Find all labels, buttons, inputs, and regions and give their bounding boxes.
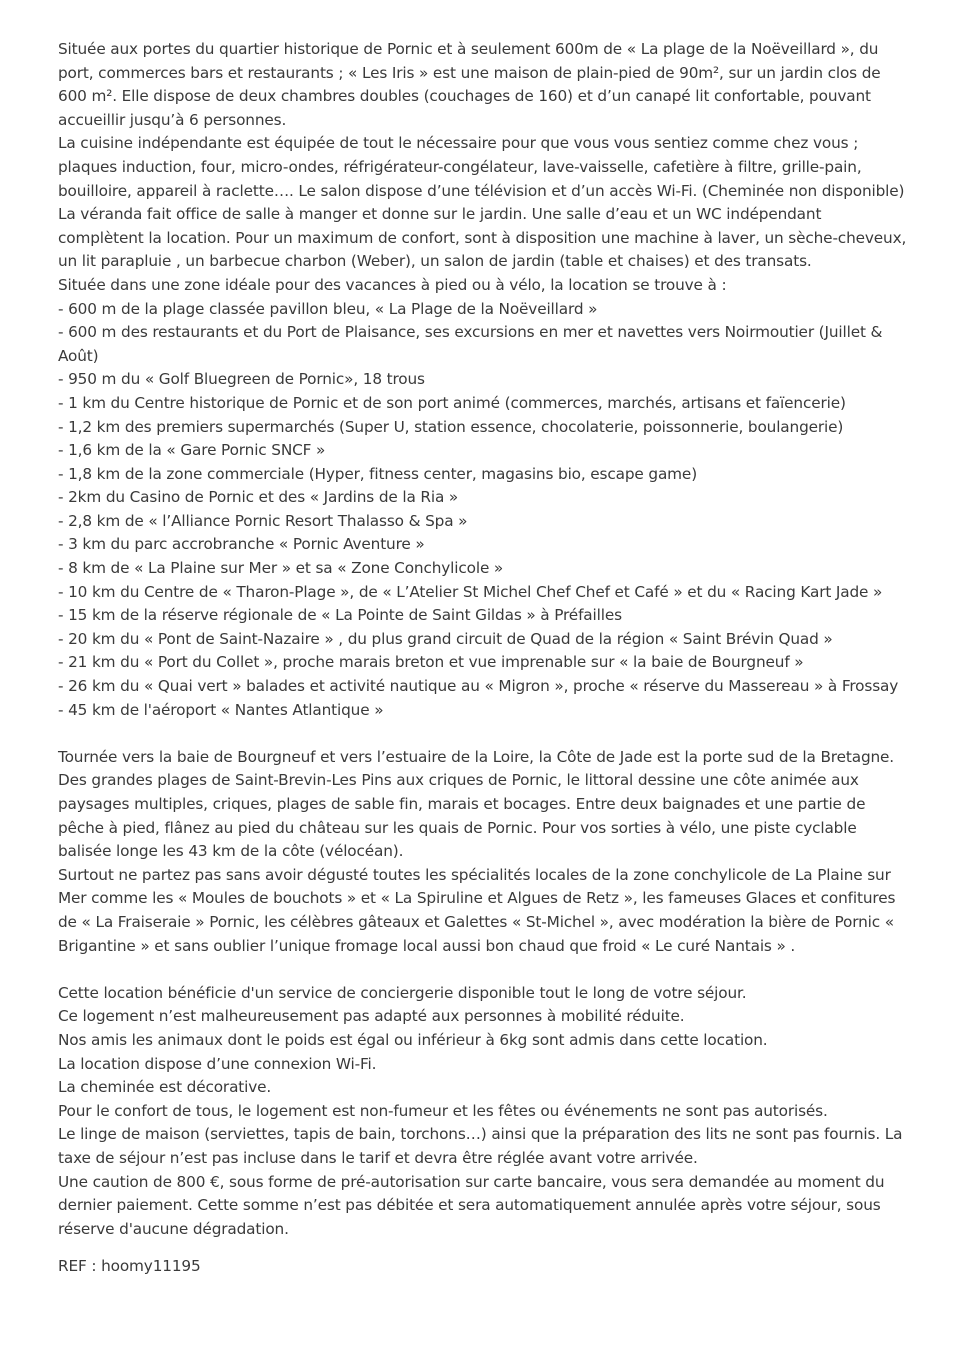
condition-line: Pour le confort de tous, le logement est non-fumeur et les fêtes ou événements ne sont pas autorisés. xyxy=(58,1101,828,1120)
list-item: - 950 m du « Golf Bluegreen de Pornic», 18 trous xyxy=(58,370,425,389)
list-item: - 21 km du « Port du Collet », proche marais breton et vue imprenable sur « la baie de Bourgneuf » xyxy=(58,653,804,672)
list-item: - 8 km de « La Plaine sur Mer » et sa « Zone Conchylicole » xyxy=(58,559,504,578)
list-item: - 1,2 km des premiers supermarchés (Super U, station essence, chocolaterie, poissonnerie, boulangerie) xyxy=(58,417,844,436)
listing-description xyxy=(58,38,911,1279)
condition-line: Nos amis les animaux dont le poids est égal ou inférieur à 6kg sont admis dans cette location. xyxy=(58,1030,768,1049)
condition-line: Cette location bénéficie d'un service de conciergerie disponible tout le long de votre séjour. xyxy=(58,983,747,1002)
list-item: - 45 km de l'aéroport « Nantes Atlantique » xyxy=(58,700,384,719)
condition-line: Une caution de 800 €, sous forme de pré-autorisation sur carte bancaire, vous sera demandée au moment du dernier paiement. Cette somme n’est pas débitée et sera automatiquement annulée après votre séjour, sous réserve d'aucune dégradation. xyxy=(58,1172,890,1238)
condition-line: La cheminée est décorative. xyxy=(58,1078,272,1097)
list-item: - 10 km du Centre de « Tharon-Plage », de « L’Atelier St Michel Chef Chef et Café » et du « Racing Kart Jade » xyxy=(58,582,883,601)
intro-paragraph: Située aux portes du quartier historique de Pornic et à seulement 600m de « La plage de la Noëveillard », du port, commerces bars et restaurants ; « Les Iris » est une maison de plain-pied de 90m², sur un jardin clos de 600 m². Elle dispose de deux chambres doubles (couchages de 160) et d’un canapé lit confortable, pouvant accueillir jusqu’à 6 personnes. xyxy=(58,40,886,129)
reference-code: REF : hoomy11195 xyxy=(58,1257,201,1276)
specialties-paragraph: Surtout ne partez pas sans avoir dégusté toutes les spécialités locales de la zone conchylicole de La Plaine sur Mer comme les « Moules de bouchots » et « La Spiruline et Algues de Retz », les fameuses Glaces et confitures de « La Fraiseraie » Pornic, les célèbres gâteaux et Galettes « St-Michel », avec modération la bière de Pornic « Brigantine » et sans oublier l’unique fromage local aussi bon chaud que froid « Le curé Nantais » . xyxy=(58,865,901,955)
section-spacer xyxy=(58,958,908,982)
intro-section xyxy=(58,38,911,298)
condition-line: Ce logement n’est malheureusement pas adapté aux personnes à mobilité réduite. xyxy=(58,1007,685,1026)
distances-list xyxy=(58,298,908,723)
conditions-section xyxy=(58,982,908,1242)
list-item: - 2km du Casino de Pornic et des « Jardins de la Ria » xyxy=(58,488,459,507)
list-item: - 1,6 km de la « Gare Pornic SNCF » xyxy=(58,441,326,460)
region-paragraph: Tournée vers la baie de Bourgneuf et vers l’estuaire de la Loire, la Côte de Jade est la porte sud de la Bretagne. Des grandes plages de Saint-Brevin-Les Pins aux criques de Pornic, le littoral dessine une côte animée aux paysages multiples, criques, plages de sable fin, marais et bocages. Entre deux baignades et une partie de pêche à pied, flânez au pied du château sur les quais de Pornic. Pour vos sorties à vélo, une piste cyclable balisée longe les 43 km de la côte (vélocéan). xyxy=(58,747,899,861)
list-item: - 1,8 km de la zone commerciale (Hyper, fitness center, magasins bio, escape game) xyxy=(58,464,698,483)
location-intro: Située dans une zone idéale pour des vacances à pied ou à vélo, la location se trouve à : xyxy=(58,275,727,294)
list-item: - 2,8 km de « l’Alliance Pornic Resort Thalasso & Spa » xyxy=(58,511,468,530)
region-section xyxy=(58,746,908,958)
list-item: - 3 km du parc accrobranche « Pornic Aventure » xyxy=(58,535,425,554)
condition-line: Le linge de maison (serviettes, tapis de bain, torchons…) ainsi que la préparation des lits ne sont pas fournis. La taxe de séjour n’est pas incluse dans le tarif et devra être réglée avant votre arrivée. xyxy=(58,1125,908,1167)
list-item: - 1 km du Centre historique de Pornic et de son port animé (commerces, marchés, artisans et faïencerie) xyxy=(58,393,846,412)
veranda-paragraph: La véranda fait office de salle à manger et donne sur le jardin. Une salle d’eau et un WC indépendant complètent la location. Pour un maximum de confort, sont à disposition une machine à laver, un sèche-cheveux, un lit parapluie , un barbecue charbon (Weber), un salon de jardin (table et chaises) et des transats. xyxy=(58,205,911,271)
kitchen-paragraph: La cuisine indépendante est équipée de tout le nécessaire pour que vous vous sentiez comme chez vous ; plaques induction, four, micro-ondes, réfrigérateur-congélateur, lave-vaisselle, cafetière à filtre, grille-pain, bouilloire, appareil à raclette…. Le salon dispose d’une télévision et d’un accès Wi-Fi. (Cheminée non disponible) xyxy=(58,134,905,200)
list-item: - 15 km de la réserve régionale de « La Pointe de Saint Gildas » à Préfailles xyxy=(58,606,622,625)
condition-line: La location dispose d’une connexion Wi-Fi. xyxy=(58,1054,377,1073)
list-item: - 600 m de la plage classée pavillon bleu, « La Plage de la Noëveillard » xyxy=(58,299,598,318)
list-item: - 600 m des restaurants et du Port de Plaisance, ses excursions en mer et navettes vers Noirmoutier (Juillet & Août) xyxy=(58,323,888,365)
section-spacer xyxy=(58,722,908,746)
list-item: - 26 km du « Quai vert » balades et activité nautique au « Migron », proche « réserve du Massereau » à Frossay xyxy=(58,677,899,696)
list-item: - 20 km du « Pont de Saint-Nazaire » , du plus grand circuit de Quad de la région « Saint Brévin Quad » xyxy=(58,629,833,648)
